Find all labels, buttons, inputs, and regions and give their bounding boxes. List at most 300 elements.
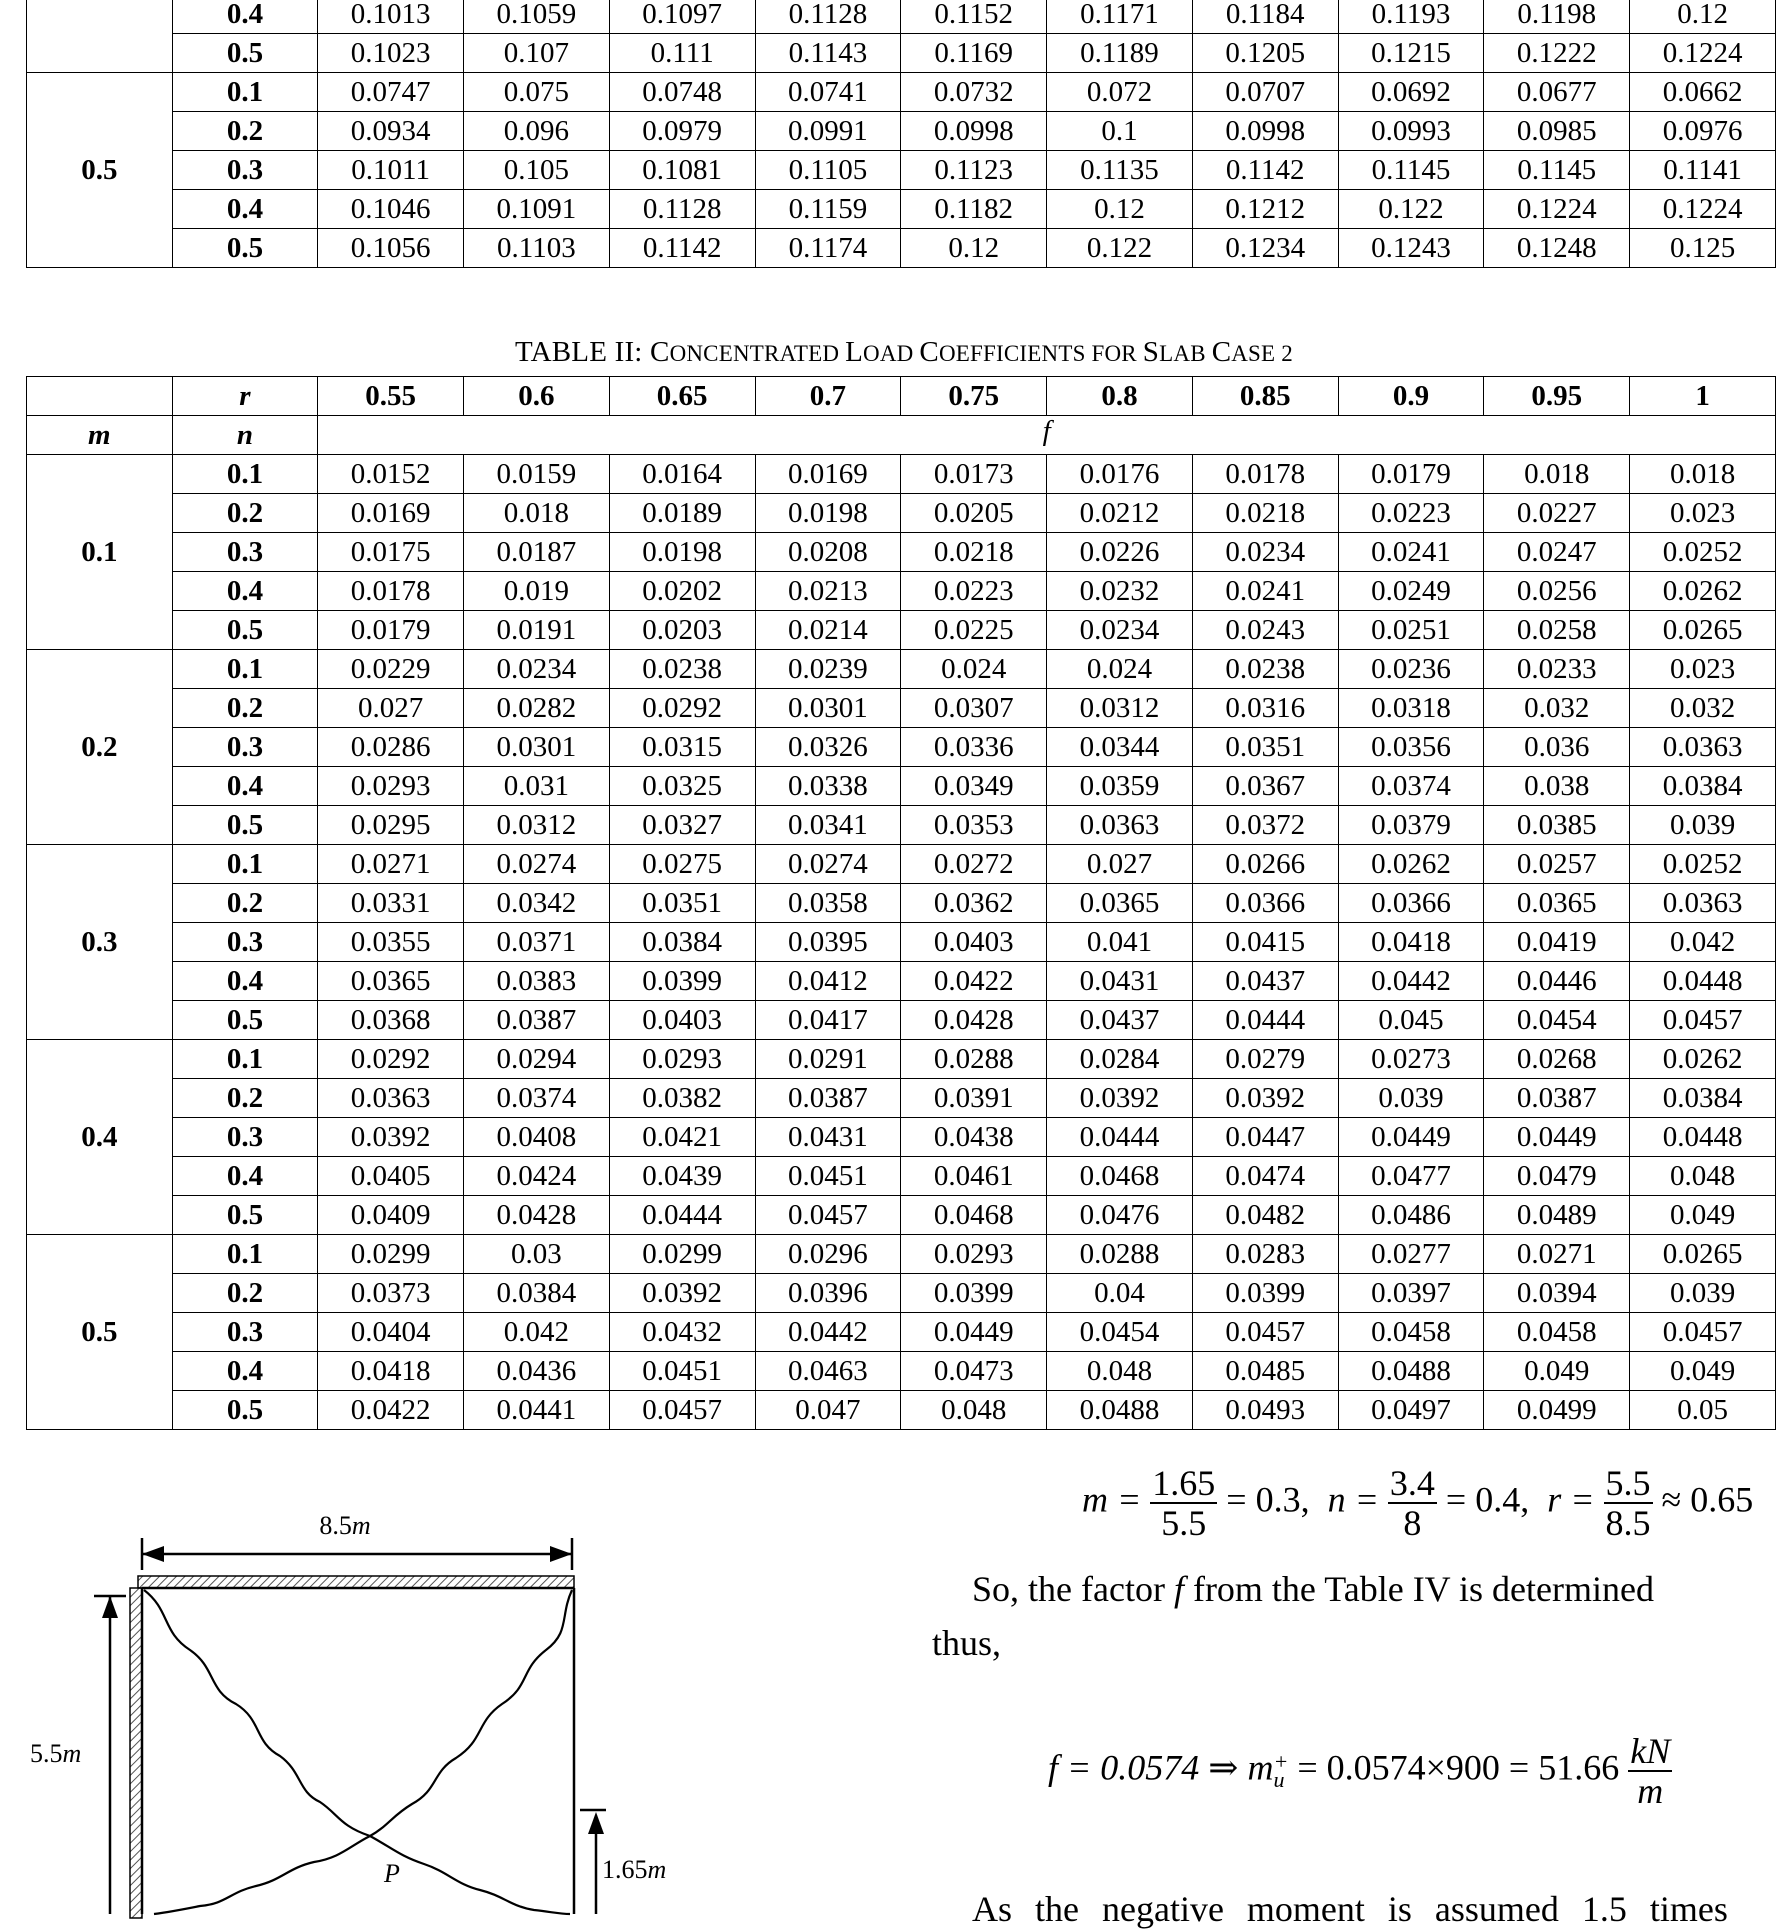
- table1-value-cell: 0.0998: [1192, 112, 1338, 151]
- table2-n-cell: 0.4: [172, 962, 318, 1001]
- table2-value-cell: 0.0326: [755, 728, 901, 767]
- table2-value-cell: 0.03: [464, 1235, 610, 1274]
- table-row: [27, 1274, 1776, 1313]
- table2-value-cell: 0.0365: [1484, 884, 1630, 923]
- table2-value-cell: 0.0265: [1630, 1235, 1776, 1274]
- table2-value-cell: 0.0383: [464, 962, 610, 1001]
- table1-value-cell: 0.111: [609, 34, 755, 73]
- table1-value-cell: 0.1224: [1630, 34, 1776, 73]
- table2-value-cell: 0.0301: [755, 689, 901, 728]
- table2-value-cell: 0.024: [901, 650, 1047, 689]
- yield-line-bottom-left: [154, 1836, 370, 1914]
- table2-value-cell: 0.0234: [1192, 533, 1338, 572]
- table1-m-cell: [27, 0, 173, 73]
- table2-n-cell: 0.5: [172, 806, 318, 845]
- table2-value-cell: 0.0241: [1338, 533, 1484, 572]
- table2-value-cell: 0.0468: [1047, 1157, 1193, 1196]
- r-value-cell: 0.65: [609, 377, 755, 416]
- table2-value-cell: 0.0363: [1047, 806, 1193, 845]
- table2-value-cell: 0.027: [318, 689, 464, 728]
- table2-value-cell: 0.0293: [318, 767, 464, 806]
- r-value-cell: 0.6: [464, 377, 610, 416]
- table2-value-cell: 0.0338: [755, 767, 901, 806]
- table2-value-cell: 0.0488: [1047, 1391, 1193, 1430]
- table-row: [27, 494, 1776, 533]
- table2-value-cell: 0.0408: [464, 1118, 610, 1157]
- table2-value-cell: 0.0312: [464, 806, 610, 845]
- table2-value-cell: 0.0226: [1047, 533, 1193, 572]
- paragraph-factor-line-2: thus,: [932, 1623, 1002, 1663]
- table2-value-cell: 0.0477: [1338, 1157, 1484, 1196]
- top-fixed-edge: [138, 1576, 574, 1588]
- table2-value-cell: 0.0307: [901, 689, 1047, 728]
- table2-value-cell: 0.0198: [755, 494, 901, 533]
- table2-value-cell: 0.0159: [464, 455, 610, 494]
- table2-value-cell: 0.0178: [1192, 455, 1338, 494]
- table1-value-cell: 0.1097: [609, 0, 755, 34]
- table2-value-cell: 0.0368: [318, 1001, 464, 1040]
- table2-value-cell: 0.0277: [1338, 1235, 1484, 1274]
- table2-value-cell: 0.0258: [1484, 611, 1630, 650]
- table2-value-cell: 0.0409: [318, 1196, 464, 1235]
- table2-value-cell: 0.0431: [755, 1118, 901, 1157]
- table2-value-cell: 0.0418: [318, 1352, 464, 1391]
- table2-value-cell: 0.0485: [1192, 1352, 1338, 1391]
- table2-n-cell: 0.1: [172, 455, 318, 494]
- table-row: [27, 962, 1776, 1001]
- table1-value-cell: 0.1205: [1192, 34, 1338, 73]
- table2-value-cell: 0.0355: [318, 923, 464, 962]
- table2-value-cell: 0.0424: [464, 1157, 610, 1196]
- table2-value-cell: 0.0449: [1338, 1118, 1484, 1157]
- table2-value-cell: 0.0493: [1192, 1391, 1338, 1430]
- table2-n-cell: 0.2: [172, 689, 318, 728]
- table2-value-cell: 0.0351: [1192, 728, 1338, 767]
- table2-value-cell: 0.0422: [901, 962, 1047, 1001]
- table2-n-cell: 0.2: [172, 1079, 318, 1118]
- table2-m-cell: 0.2: [27, 650, 173, 845]
- table1-value-cell: 0.1081: [609, 151, 755, 190]
- table1-value-cell: 0.1105: [755, 151, 901, 190]
- table2-value-cell: 0.0363: [1630, 884, 1776, 923]
- table1-value-cell: 0.1123: [901, 151, 1047, 190]
- table-row: [27, 845, 1776, 884]
- table2-value-cell: 0.018: [464, 494, 610, 533]
- table2-value-cell: 0.042: [464, 1313, 610, 1352]
- table2-value-cell: 0.0391: [901, 1079, 1047, 1118]
- table-row: [27, 1157, 1776, 1196]
- table2-value-cell: 0.018: [1630, 455, 1776, 494]
- table2-value-cell: 0.0351: [609, 884, 755, 923]
- r-value-cell: 0.95: [1484, 377, 1630, 416]
- table-row: [27, 112, 1776, 151]
- table2-value-cell: 0.0439: [609, 1157, 755, 1196]
- table2-n-cell: 0.3: [172, 923, 318, 962]
- table2-value-cell: 0.0198: [609, 533, 755, 572]
- table2-value-cell: 0.0444: [609, 1196, 755, 1235]
- table2-value-cell: 0.0446: [1484, 962, 1630, 1001]
- table2-value-cell: 0.0385: [1484, 806, 1630, 845]
- table2-value-cell: 0.0187: [464, 533, 610, 572]
- table2-value-cell: 0.0399: [609, 962, 755, 1001]
- table2-value-cell: 0.0474: [1192, 1157, 1338, 1196]
- table2-value-cell: 0.0422: [318, 1391, 464, 1430]
- table2-value-cell: 0.0365: [1047, 884, 1193, 923]
- table2-value-cell: 0.047: [755, 1391, 901, 1430]
- table1-value-cell: 0.1243: [1338, 229, 1484, 268]
- table2-value-cell: 0.0486: [1338, 1196, 1484, 1235]
- left-fixed-edge: [130, 1588, 142, 1918]
- table2-value-cell: 0.0252: [1630, 533, 1776, 572]
- table2-value-cell: 0.0295: [318, 806, 464, 845]
- table-row: [27, 533, 1776, 572]
- table1-value-cell: 0.1135: [1047, 151, 1193, 190]
- table1-value-cell: 0.1141: [1630, 151, 1776, 190]
- r-value-cell: 1: [1630, 377, 1776, 416]
- table2-value-cell: 0.032: [1484, 689, 1630, 728]
- slab-figure: [30, 1500, 680, 1914]
- table2-value-cell: 0.0449: [1484, 1118, 1630, 1157]
- table2-value-cell: 0.0342: [464, 884, 610, 923]
- table1-value-cell: 0.1: [1047, 112, 1193, 151]
- table2-value-cell: 0.0179: [1338, 455, 1484, 494]
- table-2-caption: TABLE II: CONCENTRATED LOAD COEFFICIENTS FOR SLAB CASE 2: [515, 336, 1293, 368]
- table2-value-cell: 0.039: [1630, 1274, 1776, 1313]
- yield-line-top-right: [370, 1590, 572, 1836]
- table2-value-cell: 0.0454: [1047, 1313, 1193, 1352]
- table-row: [27, 1040, 1776, 1079]
- table2-n-cell: 0.2: [172, 494, 318, 533]
- table2-value-cell: 0.036: [1484, 728, 1630, 767]
- table-row: [27, 73, 1776, 112]
- table2-value-cell: 0.0294: [464, 1040, 610, 1079]
- table-2: [26, 376, 1776, 1430]
- table2-value-cell: 0.0371: [464, 923, 610, 962]
- table1-value-cell: 0.1046: [318, 190, 464, 229]
- table2-value-cell: 0.0205: [901, 494, 1047, 533]
- table2-value-cell: 0.0392: [1192, 1079, 1338, 1118]
- table2-value-cell: 0.0463: [755, 1352, 901, 1391]
- table2-value-cell: 0.0473: [901, 1352, 1047, 1391]
- table-row: [27, 611, 1776, 650]
- table2-n-cell: 0.1: [172, 845, 318, 884]
- table2-value-cell: 0.0412: [755, 962, 901, 1001]
- table2-value-cell: 0.0293: [609, 1040, 755, 1079]
- table1-value-cell: 0.1145: [1484, 151, 1630, 190]
- table1-value-cell: 0.1142: [609, 229, 755, 268]
- table-row: [27, 151, 1776, 190]
- table2-n-cell: 0.4: [172, 767, 318, 806]
- table1-value-cell: 0.12: [1047, 190, 1193, 229]
- table2-value-cell: 0.0458: [1484, 1313, 1630, 1352]
- table1-n-cell: 0.2: [172, 112, 318, 151]
- table1-value-cell: 0.1013: [318, 0, 464, 34]
- table-row: [27, 689, 1776, 728]
- table1-value-cell: 0.0741: [755, 73, 901, 112]
- table2-value-cell: 0.0249: [1338, 572, 1484, 611]
- table2-value-cell: 0.0271: [1484, 1235, 1630, 1274]
- table-row: [27, 806, 1776, 845]
- table2-value-cell: 0.0331: [318, 884, 464, 923]
- table2-value-cell: 0.0257: [1484, 845, 1630, 884]
- table2-value-cell: 0.039: [1630, 806, 1776, 845]
- table2-value-cell: 0.0266: [1192, 845, 1338, 884]
- table2-value-cell: 0.0457: [755, 1196, 901, 1235]
- table2-value-cell: 0.0291: [755, 1040, 901, 1079]
- table2-value-cell: 0.039: [1338, 1079, 1484, 1118]
- n-label-cell: n: [172, 416, 318, 455]
- header-row-r: [27, 377, 1776, 416]
- table2-value-cell: 0.0273: [1338, 1040, 1484, 1079]
- table1-value-cell: 0.1143: [755, 34, 901, 73]
- table2-value-cell: 0.0476: [1047, 1196, 1193, 1235]
- table1-value-cell: 0.122: [1047, 229, 1193, 268]
- table2-m-cell: 0.1: [27, 455, 173, 650]
- table2-value-cell: 0.0275: [609, 845, 755, 884]
- table1-n-cell: 0.4: [172, 190, 318, 229]
- table2-value-cell: 0.0315: [609, 728, 755, 767]
- table2-value-cell: 0.0218: [1192, 494, 1338, 533]
- table-row: [27, 1079, 1776, 1118]
- table2-value-cell: 0.0225: [901, 611, 1047, 650]
- table1-value-cell: 0.1215: [1338, 34, 1484, 73]
- table2-n-cell: 0.3: [172, 1118, 318, 1157]
- table2-value-cell: 0.0262: [1630, 572, 1776, 611]
- table2-value-cell: 0.018: [1484, 455, 1630, 494]
- table2-value-cell: 0.0299: [609, 1235, 755, 1274]
- table2-value-cell: 0.0286: [318, 728, 464, 767]
- table2-value-cell: 0.0436: [464, 1352, 610, 1391]
- table2-value-cell: 0.0418: [1338, 923, 1484, 962]
- table2-value-cell: 0.0288: [1047, 1235, 1193, 1274]
- table2-value-cell: 0.0362: [901, 884, 1047, 923]
- table-row: [27, 455, 1776, 494]
- table-row: [27, 1235, 1776, 1274]
- table2-value-cell: 0.0363: [318, 1079, 464, 1118]
- table1-value-cell: 0.072: [1047, 73, 1193, 112]
- table2-value-cell: 0.0353: [901, 806, 1047, 845]
- table2-value-cell: 0.0384: [1630, 1079, 1776, 1118]
- table2-value-cell: 0.0288: [901, 1040, 1047, 1079]
- table1-value-cell: 0.0991: [755, 112, 901, 151]
- table2-value-cell: 0.0461: [901, 1157, 1047, 1196]
- table2-value-cell: 0.0479: [1484, 1157, 1630, 1196]
- width-label: 8.5m: [319, 1511, 371, 1540]
- table2-value-cell: 0.032: [1630, 689, 1776, 728]
- table1-value-cell: 0.1159: [755, 190, 901, 229]
- table2-n-cell: 0.3: [172, 533, 318, 572]
- table2-value-cell: 0.0208: [755, 533, 901, 572]
- table2-value-cell: 0.0268: [1484, 1040, 1630, 1079]
- table2-n-cell: 0.3: [172, 728, 318, 767]
- table2-value-cell: 0.0223: [901, 572, 1047, 611]
- table2-value-cell: 0.0382: [609, 1079, 755, 1118]
- table2-value-cell: 0.0312: [1047, 689, 1193, 728]
- table2-value-cell: 0.0152: [318, 455, 464, 494]
- table2-value-cell: 0.0405: [318, 1157, 464, 1196]
- table1-value-cell: 0.0677: [1484, 73, 1630, 112]
- table2-value-cell: 0.0417: [755, 1001, 901, 1040]
- table2-value-cell: 0.0428: [901, 1001, 1047, 1040]
- table2-value-cell: 0.0223: [1338, 494, 1484, 533]
- table2-value-cell: 0.0387: [755, 1079, 901, 1118]
- yield-line-top-left: [144, 1590, 370, 1836]
- table-row: [27, 1313, 1776, 1352]
- table1-value-cell: 0.096: [464, 112, 610, 151]
- table2-value-cell: 0.0442: [755, 1313, 901, 1352]
- table2-value-cell: 0.045: [1338, 1001, 1484, 1040]
- r-value-cell: 0.9: [1338, 377, 1484, 416]
- table2-value-cell: 0.0379: [1338, 806, 1484, 845]
- table2-value-cell: 0.0392: [318, 1118, 464, 1157]
- table2-m-cell: 0.3: [27, 845, 173, 1040]
- table2-value-cell: 0.0366: [1338, 884, 1484, 923]
- table2-value-cell: 0.0403: [609, 1001, 755, 1040]
- table2-value-cell: 0.0284: [1047, 1040, 1193, 1079]
- table-row: [27, 1118, 1776, 1157]
- table2-value-cell: 0.0229: [318, 650, 464, 689]
- table2-value-cell: 0.041: [1047, 923, 1193, 962]
- table2-value-cell: 0.0403: [901, 923, 1047, 962]
- table1-value-cell: 0.1224: [1630, 190, 1776, 229]
- table2-value-cell: 0.0251: [1338, 611, 1484, 650]
- yield-line-bottom-right: [370, 1836, 570, 1914]
- table2-n-cell: 0.4: [172, 1352, 318, 1391]
- table2-value-cell: 0.0239: [755, 650, 901, 689]
- table2-n-cell: 0.5: [172, 1196, 318, 1235]
- table2-value-cell: 0.042: [1630, 923, 1776, 962]
- table1-value-cell: 0.1174: [755, 229, 901, 268]
- table2-value-cell: 0.0274: [755, 845, 901, 884]
- header-row-mn: [27, 416, 1776, 455]
- table2-value-cell: 0.0296: [755, 1235, 901, 1274]
- table1-value-cell: 0.0934: [318, 112, 464, 151]
- table2-value-cell: 0.0272: [901, 845, 1047, 884]
- table2-value-cell: 0.0212: [1047, 494, 1193, 533]
- table2-value-cell: 0.0373: [318, 1274, 464, 1313]
- table2-value-cell: 0.0173: [901, 455, 1047, 494]
- table2-n-cell: 0.1: [172, 650, 318, 689]
- r-value-cell: 0.55: [318, 377, 464, 416]
- table2-value-cell: 0.0179: [318, 611, 464, 650]
- table1-value-cell: 0.0979: [609, 112, 755, 151]
- table-row: [27, 34, 1776, 73]
- table2-value-cell: 0.0169: [755, 455, 901, 494]
- table2-value-cell: 0.0387: [464, 1001, 610, 1040]
- table1-value-cell: 0.1023: [318, 34, 464, 73]
- table1-value-cell: 0.1142: [1192, 151, 1338, 190]
- table2-value-cell: 0.0359: [1047, 767, 1193, 806]
- table2-value-cell: 0.048: [901, 1391, 1047, 1430]
- table2-value-cell: 0.0394: [1484, 1274, 1630, 1313]
- paragraph-factor-line-1: So, the factor f from the Table IV is determined: [972, 1569, 1654, 1609]
- table2-m-cell: 0.4: [27, 1040, 173, 1235]
- table2-value-cell: 0.0178: [318, 572, 464, 611]
- table2-value-cell: 0.0341: [755, 806, 901, 845]
- table-row: [27, 190, 1776, 229]
- table1-n-cell: 0.1: [172, 73, 318, 112]
- table2-value-cell: 0.0374: [464, 1079, 610, 1118]
- table2-value-cell: 0.0468: [901, 1196, 1047, 1235]
- table2-value-cell: 0.0457: [1192, 1313, 1338, 1352]
- table2-value-cell: 0.0292: [609, 689, 755, 728]
- table2-value-cell: 0.024: [1047, 650, 1193, 689]
- table-row: [27, 884, 1776, 923]
- table2-n-cell: 0.3: [172, 1313, 318, 1352]
- table1-value-cell: 0.1145: [1338, 151, 1484, 190]
- table2-value-cell: 0.0419: [1484, 923, 1630, 962]
- table1-value-cell: 0.0707: [1192, 73, 1338, 112]
- table2-value-cell: 0.0454: [1484, 1001, 1630, 1040]
- table2-value-cell: 0.0428: [464, 1196, 610, 1235]
- table2-value-cell: 0.0227: [1484, 494, 1630, 533]
- r-value-cell: 0.85: [1192, 377, 1338, 416]
- table2-value-cell: 0.0349: [901, 767, 1047, 806]
- table2-value-cell: 0.0236: [1338, 650, 1484, 689]
- table2-value-cell: 0.0448: [1630, 962, 1776, 1001]
- table2-value-cell: 0.0396: [755, 1274, 901, 1313]
- table1-value-cell: 0.1059: [464, 0, 610, 34]
- table2-value-cell: 0.0238: [609, 650, 755, 689]
- table1-value-cell: 0.0747: [318, 73, 464, 112]
- table2-value-cell: 0.0437: [1192, 962, 1338, 1001]
- table1-value-cell: 0.0985: [1484, 112, 1630, 151]
- r-value-cell: 0.75: [901, 377, 1047, 416]
- table1-value-cell: 0.1248: [1484, 229, 1630, 268]
- table1-value-cell: 0.105: [464, 151, 610, 190]
- table2-value-cell: 0.0214: [755, 611, 901, 650]
- table2-value-cell: 0.0252: [1630, 845, 1776, 884]
- table1-value-cell: 0.122: [1338, 190, 1484, 229]
- height-label: 5.5m: [30, 1739, 82, 1768]
- table2-value-cell: 0.0316: [1192, 689, 1338, 728]
- table1-n-cell: 0.5: [172, 34, 318, 73]
- table2-value-cell: 0.0271: [318, 845, 464, 884]
- paragraph-negative-moment: As the negative moment is assumed 1.5 times: [972, 1889, 1728, 1929]
- table2-value-cell: 0.0392: [609, 1274, 755, 1313]
- table-row: [27, 1001, 1776, 1040]
- table1-value-cell: 0.12: [901, 229, 1047, 268]
- table2-value-cell: 0.0203: [609, 611, 755, 650]
- table2-value-cell: 0.0497: [1338, 1391, 1484, 1430]
- table2-value-cell: 0.0415: [1192, 923, 1338, 962]
- table2-value-cell: 0.04: [1047, 1274, 1193, 1313]
- offset-label: 1.65m: [602, 1855, 667, 1884]
- table1-n-cell: 0.3: [172, 151, 318, 190]
- table-row: [27, 650, 1776, 689]
- table2-value-cell: 0.0176: [1047, 455, 1193, 494]
- table2-value-cell: 0.0164: [609, 455, 755, 494]
- table2-value-cell: 0.0262: [1630, 1040, 1776, 1079]
- r-value-cell: 0.7: [755, 377, 901, 416]
- table2-value-cell: 0.0441: [464, 1391, 610, 1430]
- table2-n-cell: 0.4: [172, 1157, 318, 1196]
- table2-value-cell: 0.0292: [318, 1040, 464, 1079]
- table2-value-cell: 0.0282: [464, 689, 610, 728]
- table2-value-cell: 0.0299: [318, 1235, 464, 1274]
- table1-value-cell: 0.0998: [901, 112, 1047, 151]
- table2-value-cell: 0.0397: [1338, 1274, 1484, 1313]
- table-row: [27, 1196, 1776, 1235]
- table2-value-cell: 0.0233: [1484, 650, 1630, 689]
- table-row: [27, 229, 1776, 268]
- table2-value-cell: 0.0318: [1338, 689, 1484, 728]
- table1-value-cell: 0.107: [464, 34, 610, 73]
- table1-value-cell: 0.1169: [901, 34, 1047, 73]
- table2-value-cell: 0.0301: [464, 728, 610, 767]
- table1-value-cell: 0.1103: [464, 229, 610, 268]
- table2-value-cell: 0.0325: [609, 767, 755, 806]
